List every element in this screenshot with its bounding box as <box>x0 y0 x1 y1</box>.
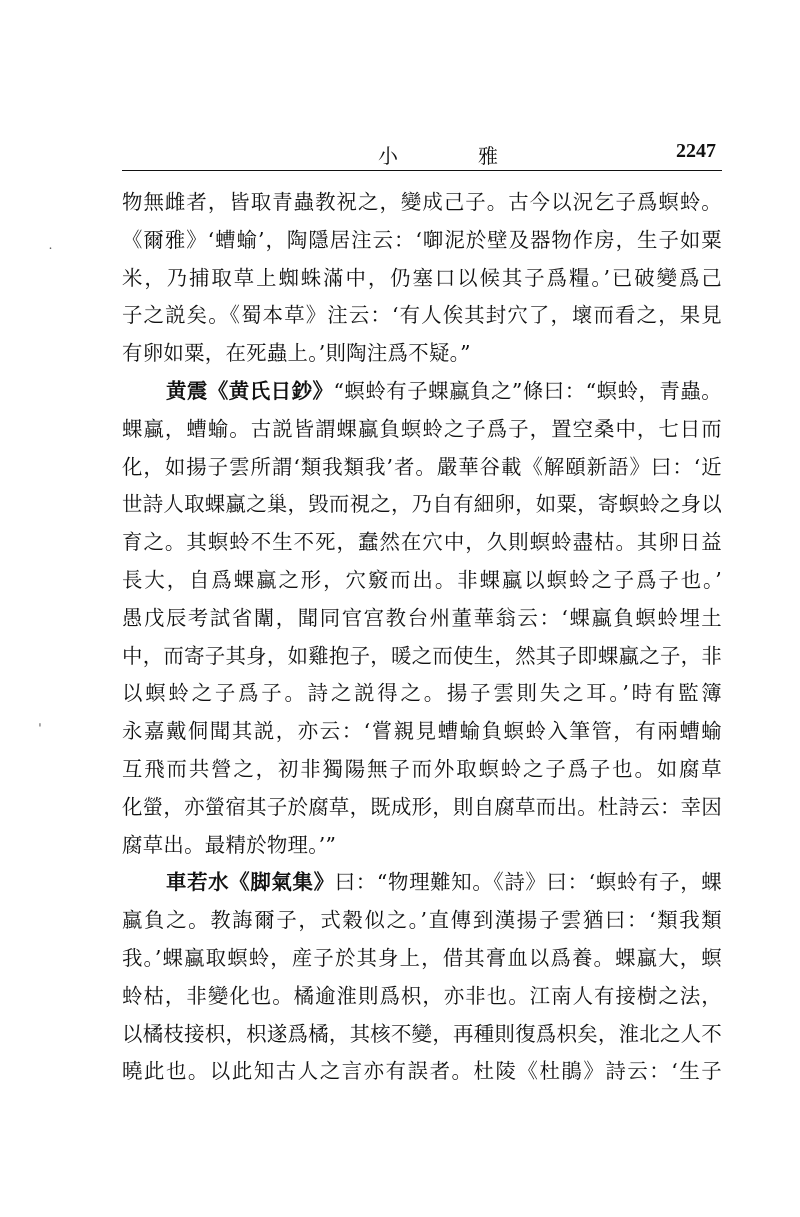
margin-tick: ˙ <box>47 246 54 262</box>
text-line: 育之。其螟蛉不生不死，蠢然在穴中，久則螟蛉盡枯。其卵日益 <box>122 530 722 555</box>
text-line: 《爾雅》‘螬蝓’，陶隱居注云：‘啣泥於壁及器物作房，生子如粟 <box>122 227 722 252</box>
text-line: 互飛而共營之，初非獨陽無子而外取螟蛉之子爲子也。如腐草 <box>122 756 722 781</box>
text-line: 米，乃捕取草上蜘蛛滿中，仍塞口以候其子爲糧。’已破變爲己 <box>122 265 722 290</box>
text-line: 化螢，亦螢宿其子於腐草，既成形，則自腐草而出。杜詩云：幸因 <box>122 794 723 819</box>
header-title: 小 雅 <box>378 144 528 168</box>
text-line: 子之説矣。《蜀本草》注云：‘有人俟其封穴了，壞而看之，果見 <box>122 303 722 328</box>
text-line: 中，而寄子其身，如雞抱子，暖之而使生，然其子即蜾蠃之子，非 <box>122 643 723 668</box>
text-line: 世詩人取蜾蠃之巢，毁而視之，乃自有細卵，如粟，寄螟蛉之身以 <box>122 492 723 517</box>
text-line: 腐草出。最精於物理。’” <box>122 832 337 857</box>
text-line: 化，如揚子雲所謂‘類我類我’者。嚴華谷載《解頤新語》曰：‘近 <box>122 454 722 479</box>
paragraph-lead: 黄震《黄氏日鈔》 <box>166 378 334 403</box>
body-text <box>122 184 722 1091</box>
text-line: 以螟蛉之子爲子。詩之説得之。揚子雲則失之耳。’時有監簿 <box>122 681 722 706</box>
paragraph-first-line <box>122 864 722 902</box>
paragraph-lead: 車若水《脚氣集》 <box>166 870 335 895</box>
margin-tick: ˈ <box>38 722 42 738</box>
text-line: 愚戊辰考試省闈，聞同官宫教台州董華翁云：‘蜾蠃負螟蛉埋土 <box>122 605 722 630</box>
text-line: 有卵如粟，在死蟲上。’則陶注爲不疑。” <box>122 341 471 366</box>
text-line: 我。’蜾蠃取螟蛉，産子於其身上，借其膏血以爲養。蜾蠃大，螟 <box>122 945 722 970</box>
text-line: 物無雌者，皆取青蟲教祝之，變成己子。古今以況乞子爲螟蛉。 <box>122 190 722 214</box>
text-line: 永嘉戴侗聞其説，亦云：‘嘗親見螬蝓負螟蛉入筆管，有兩螬蝓 <box>122 719 722 744</box>
text-line: 蜾蠃，螬蝓。古説皆謂蜾蠃負螟蛉之子爲子，置空桑中，七日而 <box>122 416 722 441</box>
text-line: 曰：“物理難知。《詩》曰：‘螟蛉有子，蜾 <box>334 870 722 895</box>
text-line: “螟蛉有子蜾蠃負之”條曰：“螟蛉，青蟲。 <box>333 378 722 403</box>
page-number: 2247 <box>676 140 716 162</box>
text-line: 以橘枝接枳，枳遂爲橘，其核不變，再種則復爲枳矣，淮北之人不 <box>122 1021 723 1046</box>
text-line: 曉此也。以此知古人之言亦有誤者。杜陵《杜鵑》詩云：‘生子 <box>122 1059 722 1084</box>
paragraph-first-line <box>122 373 722 411</box>
header-rule <box>122 170 722 171</box>
running-header <box>122 140 722 170</box>
text-line: 蛉枯，非變化也。橘逾淮則爲枳，亦非也。江南人有接樹之法， <box>122 983 722 1008</box>
text-line: 長大，自爲蜾蠃之形，穴竅而出。非蜾蠃以螟蛉之子爲子也。’ <box>122 567 722 592</box>
text-line: 蠃負之。教誨爾子，式穀似之。’直傳到漢揚子雲猶曰：‘類我類 <box>122 908 722 933</box>
